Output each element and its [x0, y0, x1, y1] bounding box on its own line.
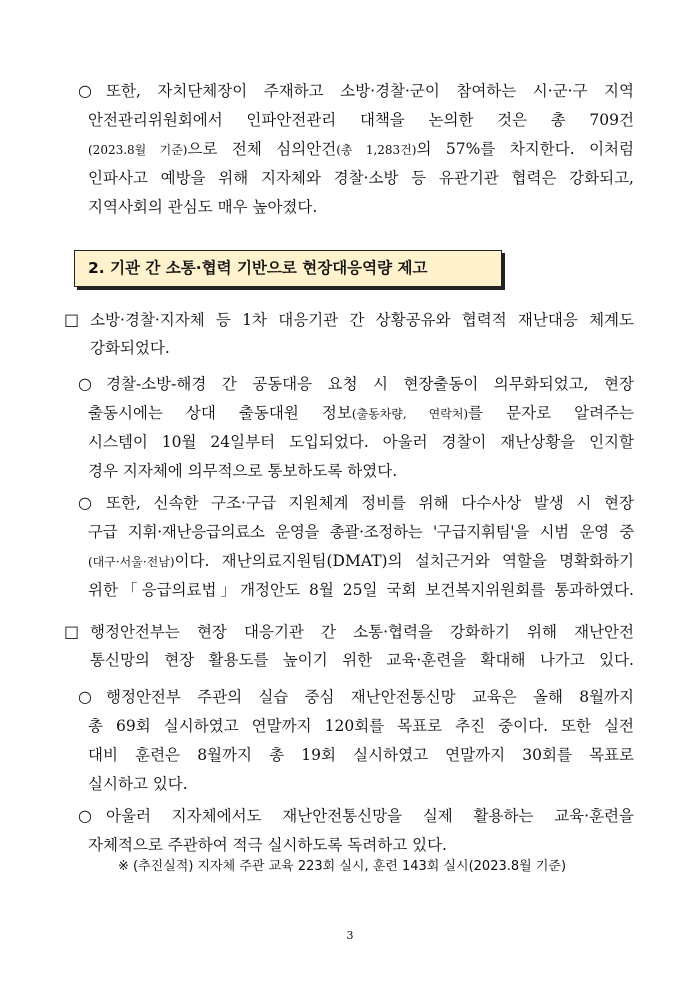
paragraph-3-line-3: [88, 551, 634, 572]
paragraph-2-line-4: 경우 지자체에 의무적으로 통보하도록 하였다.: [88, 462, 398, 480]
circle-bullet-icon: ○: [78, 687, 92, 706]
paragraph-4-line-4: 실시하고 있다.: [88, 775, 188, 793]
paragraph-1-line-3: [88, 139, 634, 160]
paragraph-3-line-1: 또한, 신속한 구조·구급 지원체계 정비를 위해 다수사상 발생 시 현장: [106, 494, 634, 512]
circle-bullet-icon: ○: [78, 806, 92, 825]
region-note: (대구·서울·전남): [88, 555, 175, 569]
paragraph-3-line-4: 위한「응급의료법」개정안도 8월 25일 국회 보건복지위원회를 통과하였다.: [88, 581, 634, 599]
text-segment: 이다. 재난의료지원팀(DMAT)의 설치근거와 역할을 명확화하기: [174, 552, 634, 570]
total-note: (총 1,283건): [336, 143, 417, 157]
bullet-2-line-2: 통신망의 현장 활용도를 높이기 위한 교육·훈련을 확대해 나가고 있다.: [90, 651, 634, 669]
paragraph-4-line-1: 행정안전부 주관의 실습 중심 재난안전통신망 교육은 올해 8월까지: [106, 688, 634, 706]
section-heading: 2. 기관 간 소통·협력 기반으로 현장대응역량 제고: [88, 259, 428, 277]
text-segment: 를 문자로 알려주는: [468, 404, 635, 422]
text-segment: 으로 전체 심의안건: [187, 140, 337, 158]
paragraph-4-line-3: 대비 훈련은 8월까지 총 19회 실시하였고 연말까지 30회를 목표로: [88, 746, 634, 764]
paragraph-2-line-1: 경찰-소방-해경 간 공동대응 요청 시 현장출동이 의무화되었고, 현장: [106, 375, 634, 393]
paragraph-5-line-1: 아울러 지자체에서도 재난안전통신망을 실제 활용하는 교육·훈련을: [106, 807, 634, 825]
paragraph-1-line-2: 안전관리위원회에서 인파안전관리 대책을 논의한 것은 총 709건: [88, 111, 634, 129]
square-bullet-icon: □: [64, 622, 80, 641]
paragraph-3-line-2: 구급 지휘·재난응급의료소 운영을 총괄·조정하는 '구급지휘팀'을 시범 운영 중: [88, 523, 634, 541]
achievement-note: ※ (추진실적) 지자체 주관 교육 223회 실시, 훈련 143회 실시(2023.8월 기준): [118, 859, 567, 874]
date-note: (2023.8월 기준): [88, 143, 188, 157]
vehicle-note: (출동차량, 연락처): [351, 407, 469, 421]
paragraph-2-line-2: [88, 403, 634, 424]
paragraph-1-line-5: 지역사회의 관심도 매우 높아졌다.: [88, 198, 318, 216]
paragraph-4-line-2: 총 69회 실시하였고 연말까지 120회를 목표로 추진 중이다. 또한 실전: [88, 717, 634, 735]
text-segment: 의 57%를 차지한다. 이처럼: [416, 140, 634, 158]
text-segment: 출동시에는 상대 출동대원 정보: [88, 404, 352, 422]
paragraph-1-line-4: 인파사고 예방을 위해 지자체와 경찰·소방 등 유관기관 협력은 강화되고,: [88, 169, 634, 187]
page-number: 3: [346, 929, 354, 942]
circle-bullet-icon: ○: [78, 374, 92, 393]
paragraph-5-line-2: 자체적으로 주관하여 적극 실시하도록 독려하고 있다.: [88, 836, 447, 854]
circle-bullet-icon: ○: [78, 493, 92, 512]
paragraph-2-line-3: 시스템이 10월 24일부터 도입되었다. 아울러 경찰이 재난상황을 인지할: [88, 433, 634, 451]
paragraph-1-line-1: 또한, 자치단체장이 주재하고 소방·경찰·군이 참여하는 시·군·구 지역: [106, 82, 634, 100]
bullet-1-line-2: 강화되었다.: [90, 339, 170, 357]
bullet-2-line-1: 행정안전부는 현장 대응기관 간 소통·협력을 강화하기 위해 재난안전: [90, 623, 634, 641]
bullet-1-line-1: 소방·경찰·지자체 등 1차 대응기관 간 상황공유와 협력적 재난대응 체계도: [90, 311, 634, 329]
circle-bullet-icon: ○: [78, 81, 92, 100]
square-bullet-icon: □: [64, 310, 80, 329]
